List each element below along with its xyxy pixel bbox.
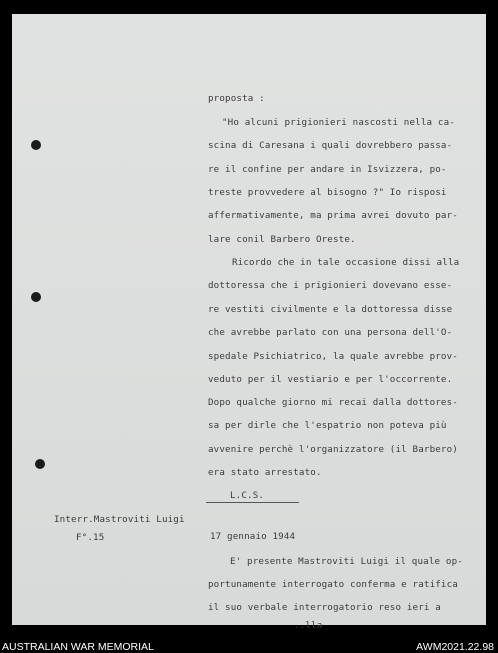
text-line: scina di Caresana i quali dovrebbero passa- xyxy=(208,140,453,151)
margin-note: F°.15 xyxy=(76,532,105,543)
entry-date: 17 gennaio 1944 xyxy=(210,531,296,542)
text-line: portunamente interrogato conferma e ratifica xyxy=(208,579,458,590)
text-line: treste provvedere al bisogno ?" Io risposi xyxy=(208,187,447,198)
separator-line xyxy=(206,502,299,503)
text-line: spedale Psichiatrico, la quale avrebbe prov- xyxy=(208,351,458,362)
text-line: veduto per il vestiario e per l'occorrente. xyxy=(208,374,453,385)
text-line: affermativamente, ma prima avrei dovuto par- xyxy=(208,210,458,221)
footer-reference: AWM2021.22.98 xyxy=(416,641,494,653)
text-line: "Ho alcuni prigionieri nascosti nella ca- xyxy=(222,117,455,128)
footer-bar xyxy=(0,638,498,653)
punch-hole xyxy=(31,292,41,302)
footer-institution: AUSTRALIAN WAR MEMORIAL xyxy=(2,641,154,653)
text-line: re vestiti civilmente e la dottoressa disse xyxy=(208,304,453,315)
punch-hole xyxy=(35,459,45,469)
text-line: che avrebbe parlato con una persona dell'O- xyxy=(208,327,453,338)
text-line: ..lla xyxy=(294,620,323,631)
text-line: Dopo qualche giorno mi recai dalla dottores- xyxy=(208,397,458,408)
document-page xyxy=(12,14,486,631)
punch-hole xyxy=(31,140,41,150)
margin-note: Interr.Mastroviti Luigi xyxy=(54,514,185,525)
text-line: lare conil Barbero Oreste. xyxy=(208,234,356,245)
text-line: avvenire perchè l'organizzatore (il Barbero) xyxy=(208,444,458,455)
text-line: proposta : xyxy=(208,93,265,104)
signature-initials: L.C.S. xyxy=(230,490,265,501)
text-line: il suo verbale interrogatorio reso ieri a xyxy=(208,602,441,613)
text-line: re il confine per andare in Isvizzera, po- xyxy=(208,164,447,175)
text-line: E' presente Mastroviti Luigi il quale op- xyxy=(230,556,463,567)
text-line: sa per dirle che l'espatrio non poteva più xyxy=(208,420,447,431)
text-line: era stato arrestato. xyxy=(208,467,322,478)
text-line: Ricordo che in tale occasione dissi alla xyxy=(232,257,460,268)
text-line: dottoressa che i prigionieri dovevano esse- xyxy=(208,280,453,291)
